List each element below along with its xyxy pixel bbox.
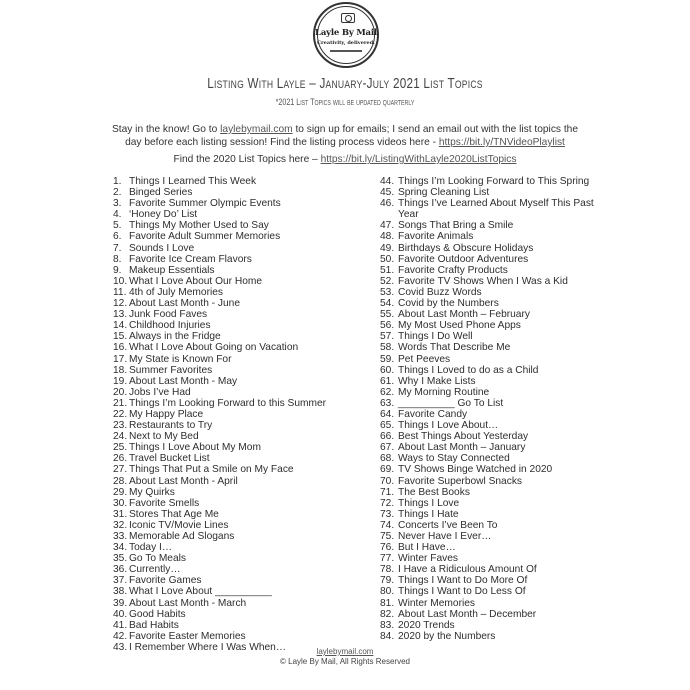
list-item (380, 420, 610, 431)
list-item (113, 342, 343, 353)
item-number: 21. (113, 397, 128, 409)
item-text: About Last Month - June (129, 298, 240, 310)
item-text: Favorite Smells (129, 497, 200, 509)
item-number: 41. (113, 619, 128, 631)
item-text: 2020 Trends (398, 619, 455, 631)
item-number: 55. (380, 309, 395, 321)
item-text: Makeup Essentials (129, 264, 215, 276)
list-item (380, 498, 610, 509)
list-item (113, 354, 343, 365)
list-item (113, 586, 343, 597)
item-text: Things I Love About My Mom (129, 442, 261, 454)
item-text: Sounds I Love (129, 242, 195, 254)
item-number: 13. (113, 309, 128, 321)
item-number: 59. (380, 353, 395, 365)
item-number: 80. (380, 586, 395, 598)
list-item (113, 287, 343, 298)
item-number: 73. (380, 508, 395, 520)
item-text: My Happy Place (129, 408, 204, 420)
item-number: 25. (113, 442, 128, 454)
item-number: 16. (113, 342, 128, 354)
item-text: My Most Used Phone Apps (398, 320, 521, 332)
find-2020-line (0, 154, 690, 165)
item-text: Never Have I Ever… (398, 531, 492, 542)
item-number: 65. (380, 420, 395, 432)
list-item (113, 575, 343, 586)
item-text: Things I Learned This Week (129, 176, 257, 187)
item-text: About Last Month - April (129, 475, 238, 487)
item-number: 36. (113, 564, 128, 576)
list-item (113, 220, 343, 231)
list-item (113, 320, 343, 331)
item-number: 27. (113, 464, 128, 476)
item-text: About Last Month – January (398, 442, 526, 454)
list-item (113, 420, 343, 431)
list-item (380, 198, 610, 220)
item-text: Currently… (129, 564, 181, 576)
item-text: What I Love About __________ (129, 586, 272, 598)
item-number: 75. (380, 531, 395, 542)
footer (0, 647, 690, 667)
item-text: My State is Known For (129, 353, 232, 365)
list-item (113, 209, 343, 220)
item-number: 40. (113, 608, 128, 620)
list-item (113, 509, 343, 520)
item-number: 23. (113, 420, 128, 432)
list-item (113, 542, 343, 553)
item-number: 34. (113, 542, 128, 554)
item-text: About Last Month – February (398, 309, 530, 321)
item-text: Bad Habits (129, 619, 179, 631)
item-text: About Last Month - March (129, 597, 247, 609)
item-text: Summer Favorites (129, 364, 213, 376)
item-text: Travel Bucket List (129, 453, 210, 465)
list-item (113, 331, 343, 342)
item-number: 58. (380, 342, 395, 354)
list-item (380, 631, 610, 642)
topic-list-left (113, 176, 343, 653)
item-text: I Remember Where I Was When… (129, 641, 287, 653)
list-item (380, 598, 610, 609)
item-text: I Have a Ridiculous Amount Of (398, 564, 537, 576)
list-item (113, 431, 343, 442)
item-number: 43. (113, 641, 128, 653)
item-number: 6. (113, 231, 122, 243)
item-text: Things I Love (398, 497, 460, 509)
list-item (113, 276, 343, 287)
item-number: 7. (113, 242, 122, 254)
list-item (113, 487, 343, 498)
item-number: 29. (113, 486, 128, 498)
list-item (380, 298, 610, 309)
item-number: 3. (113, 198, 122, 210)
list-item (113, 520, 343, 531)
item-number: 54. (380, 298, 395, 310)
list-item (113, 376, 343, 387)
item-number: 39. (113, 597, 128, 609)
list-item (113, 453, 343, 464)
item-number: 45. (380, 187, 395, 199)
item-number: 17. (113, 353, 128, 365)
item-text: Favorite Animals (398, 231, 474, 243)
item-number: 67. (380, 442, 395, 454)
item-number: 72. (380, 497, 395, 509)
list-item (113, 409, 343, 420)
item-text: Birthdays & Obscure Holidays (398, 242, 534, 254)
list-item (113, 553, 343, 564)
item-number: 79. (380, 575, 395, 587)
item-text: Next to My Bed (129, 431, 199, 443)
copyright-text: © Layle By Mail, All Rights Reserved (280, 657, 410, 666)
item-text: My Quirks (129, 486, 175, 498)
list-item (380, 464, 610, 475)
item-text: Favorite TV Shows When I Was a Kid (398, 275, 568, 287)
list-item (380, 331, 610, 342)
item-text: Things I’m Looking Forward to this Summer (129, 397, 327, 409)
item-text: Favorite Adult Summer Memories (129, 231, 281, 243)
item-number: 63. (380, 397, 395, 409)
item-text: Restaurants to Try (129, 420, 213, 432)
item-text: Things I Loved to do as a Child (398, 364, 539, 376)
page-title: Listing With Layle – January-July 2021 List Topics (207, 75, 483, 92)
item-number: 62. (380, 386, 395, 398)
list-item (113, 609, 343, 620)
item-number: 44. (380, 176, 395, 187)
list-item (380, 553, 610, 564)
list-item (380, 476, 610, 487)
logo (313, 2, 379, 68)
item-text: Covid by the Numbers (398, 298, 499, 310)
item-number: 37. (113, 575, 128, 587)
list-item (380, 586, 610, 597)
item-number: 51. (380, 264, 395, 276)
list-item (380, 320, 610, 331)
item-text: About Last Month - May (129, 375, 238, 387)
laylebymail-link[interactable]: laylebymail.com (220, 124, 293, 135)
item-text: Favorite Ice Cream Flavors (129, 253, 252, 265)
list-item (380, 453, 610, 464)
list-item (380, 376, 610, 387)
list-item (113, 498, 343, 509)
item-number: 81. (380, 597, 395, 609)
item-text: My Morning Routine (398, 386, 490, 398)
list-item (380, 309, 610, 320)
list-item (380, 398, 610, 409)
item-text: Best Things About Yesterday (398, 431, 529, 443)
item-text: Winter Memories (398, 597, 475, 609)
item-number: 50. (380, 253, 395, 265)
item-number: 11. (113, 286, 127, 298)
intro-text-2: to sign up for emails; I send an email out with the list topics the day before each listing session! Find the listing process videos here - (125, 124, 579, 148)
item-number: 9. (113, 264, 122, 276)
list-item (380, 243, 610, 254)
item-number: 14. (113, 320, 128, 332)
item-text: Favorite Crafty Products (398, 264, 508, 276)
list-item (380, 265, 610, 276)
list-item (113, 442, 343, 453)
item-text: 4th of July Memories (129, 286, 223, 298)
item-number: 70. (380, 475, 395, 487)
list-item (113, 265, 343, 276)
item-text: Memorable Ad Slogans (129, 531, 235, 542)
item-text: What I Love About Our Home (129, 275, 263, 287)
list-item (113, 531, 343, 542)
list-item (380, 542, 610, 553)
item-text: Things I’ve Learned About Myself This Past Year (398, 198, 594, 221)
list-item (113, 564, 343, 575)
item-number: 38. (113, 586, 128, 598)
list-item (380, 342, 610, 353)
item-number: 84. (380, 630, 395, 642)
item-number: 64. (380, 408, 395, 420)
item-text: Favorite Candy (398, 408, 468, 420)
item-text: Favorite Superbowl Snacks (398, 475, 523, 487)
list-item (113, 187, 343, 198)
item-text: Favorite Outdoor Adventures (398, 253, 529, 265)
list-item (113, 398, 343, 409)
item-text: But I Have… (398, 542, 456, 554)
list-item (113, 620, 343, 631)
item-text: Good Habits (129, 608, 186, 620)
list-item (380, 520, 610, 531)
list-item (113, 198, 343, 209)
item-number: 71. (380, 486, 395, 498)
item-text: Concerts I’ve Been To (398, 519, 498, 531)
item-number: 57. (380, 331, 395, 343)
item-number: 48. (380, 231, 395, 243)
item-number: 20. (113, 386, 128, 398)
item-text: Today I… (129, 542, 173, 554)
topics-2020-link[interactable]: https://bit.ly/ListingWithLayle2020ListTopics (320, 154, 517, 165)
item-number: 24. (113, 431, 128, 443)
list-item (113, 176, 343, 187)
item-number: 12. (113, 298, 128, 310)
item-text: Go To Meals (129, 553, 186, 565)
item-number: 76. (380, 542, 395, 554)
footer-link[interactable]: laylebymail.com (316, 647, 374, 656)
item-text: Favorite Games (129, 575, 202, 587)
list-item (113, 243, 343, 254)
item-number: 10. (113, 275, 128, 287)
item-text: Things I Want to Do More Of (398, 575, 528, 587)
item-text: Pet Peeves (398, 353, 451, 365)
list-item (380, 620, 610, 631)
item-number: 1. (113, 176, 122, 187)
item-number: 5. (113, 220, 122, 232)
list-item (380, 176, 610, 187)
intro-paragraph (110, 123, 580, 149)
item-number: 19. (113, 375, 128, 387)
item-number: 78. (380, 564, 395, 576)
item-text: TV Shows Binge Watched in 2020 (398, 464, 553, 476)
list-item (380, 442, 610, 453)
list-item (113, 309, 343, 320)
item-number: 77. (380, 553, 395, 565)
item-text: Covid Buzz Words (398, 286, 482, 298)
item-text: Winter Faves (398, 553, 459, 565)
item-number: 4. (113, 209, 122, 221)
item-text: Spring Cleaning List (398, 187, 490, 199)
item-number: 46. (380, 198, 395, 210)
item-number: 53. (380, 286, 395, 298)
item-number: 60. (380, 364, 395, 376)
item-number: 52. (380, 275, 395, 287)
list-item (380, 575, 610, 586)
list-item (113, 631, 343, 642)
logo-tagline: Creativity, delivered. (317, 40, 375, 46)
item-number: 32. (113, 519, 128, 531)
item-number: 47. (380, 220, 395, 232)
item-number: 61. (380, 375, 395, 387)
item-text: Junk Food Faves (129, 309, 208, 321)
item-text: Jobs I’ve Had (129, 386, 191, 398)
list-item (380, 354, 610, 365)
item-text: Things I’m Looking Forward to This Spring (398, 176, 590, 187)
list-item (380, 387, 610, 398)
item-text: Songs That Bring a Smile (398, 220, 514, 232)
item-text: Things I Want to Do Less Of (398, 586, 526, 598)
item-text: Childhood Injuries (129, 320, 211, 332)
item-number: 26. (113, 453, 128, 465)
item-text: The Best Books (398, 486, 470, 498)
item-text: Iconic TV/Movie Lines (129, 519, 229, 531)
item-number: 30. (113, 497, 128, 509)
item-text: Things I Hate (398, 508, 459, 520)
item-number: 83. (380, 619, 395, 631)
item-text: Words That Describe Me (398, 342, 511, 354)
item-number: 74. (380, 519, 395, 531)
find-2020-text: Find the 2020 List Topics here – (173, 154, 321, 165)
list-item (113, 476, 343, 487)
list-item (113, 387, 343, 398)
item-number: 18. (113, 364, 128, 376)
item-text: Favorite Summer Olympic Events (129, 198, 281, 210)
intro-text-1: Stay in the know! Go to (111, 124, 221, 135)
logo-name: Layle By Mail (315, 28, 377, 38)
item-number: 2. (113, 187, 122, 199)
video-playlist-link[interactable]: https://bit.ly/TNVideoPlaylist (438, 137, 565, 148)
list-item (380, 231, 610, 242)
item-number: 56. (380, 320, 395, 332)
list-item (380, 609, 610, 620)
item-text: Favorite Easter Memories (129, 630, 246, 642)
list-item (380, 365, 610, 376)
list-item (380, 187, 610, 198)
list-item (380, 220, 610, 231)
list-item (380, 564, 610, 575)
list-item (113, 598, 343, 609)
item-text: What I Love About Going on Vacation (129, 342, 299, 354)
list-item (113, 464, 343, 475)
item-number: 66. (380, 431, 395, 443)
item-text: ‘Honey Do’ List (129, 209, 198, 221)
item-text: Stores That Age Me (129, 508, 219, 520)
list-item (380, 509, 610, 520)
item-text: Things That Put a Smile on My Face (129, 464, 294, 476)
item-number: 49. (380, 242, 395, 254)
list-item (380, 287, 610, 298)
list-item (113, 365, 343, 376)
item-text: About Last Month – December (398, 608, 537, 620)
list-item (113, 231, 343, 242)
item-text: __________ Go To List (398, 397, 504, 409)
item-text: Why I Make Lists (398, 375, 476, 387)
item-number: 82. (380, 608, 395, 620)
item-number: 69. (380, 464, 395, 476)
list-item (380, 487, 610, 498)
logo-divider (330, 50, 362, 52)
item-number: 15. (113, 331, 128, 343)
item-text: Binged Series (129, 187, 193, 199)
list-item (113, 254, 343, 265)
item-number: 35. (113, 553, 128, 565)
item-text: Things I Do Well (398, 331, 473, 343)
item-number: 28. (113, 475, 128, 487)
item-text: Ways to Stay Connected (398, 453, 510, 465)
list-item (113, 298, 343, 309)
list-item (380, 431, 610, 442)
page-subtitle: *2021 List Topics will be updated quarterly (275, 97, 415, 108)
item-text: 2020 by the Numbers (398, 630, 496, 642)
item-number: 8. (113, 253, 122, 265)
item-number: 68. (380, 453, 395, 465)
item-text: Things My Mother Used to Say (129, 220, 269, 232)
topic-list-right (380, 176, 610, 642)
item-number: 31. (113, 508, 128, 520)
list-item (380, 276, 610, 287)
item-number: 22. (113, 408, 128, 420)
item-number: 33. (113, 531, 128, 542)
list-item (380, 531, 610, 542)
item-text: Things I Love About… (398, 420, 499, 432)
camera-icon (341, 13, 355, 23)
list-item (380, 409, 610, 420)
item-number: 42. (113, 630, 128, 642)
item-text: Always in the Fridge (129, 331, 221, 343)
list-item (380, 254, 610, 265)
